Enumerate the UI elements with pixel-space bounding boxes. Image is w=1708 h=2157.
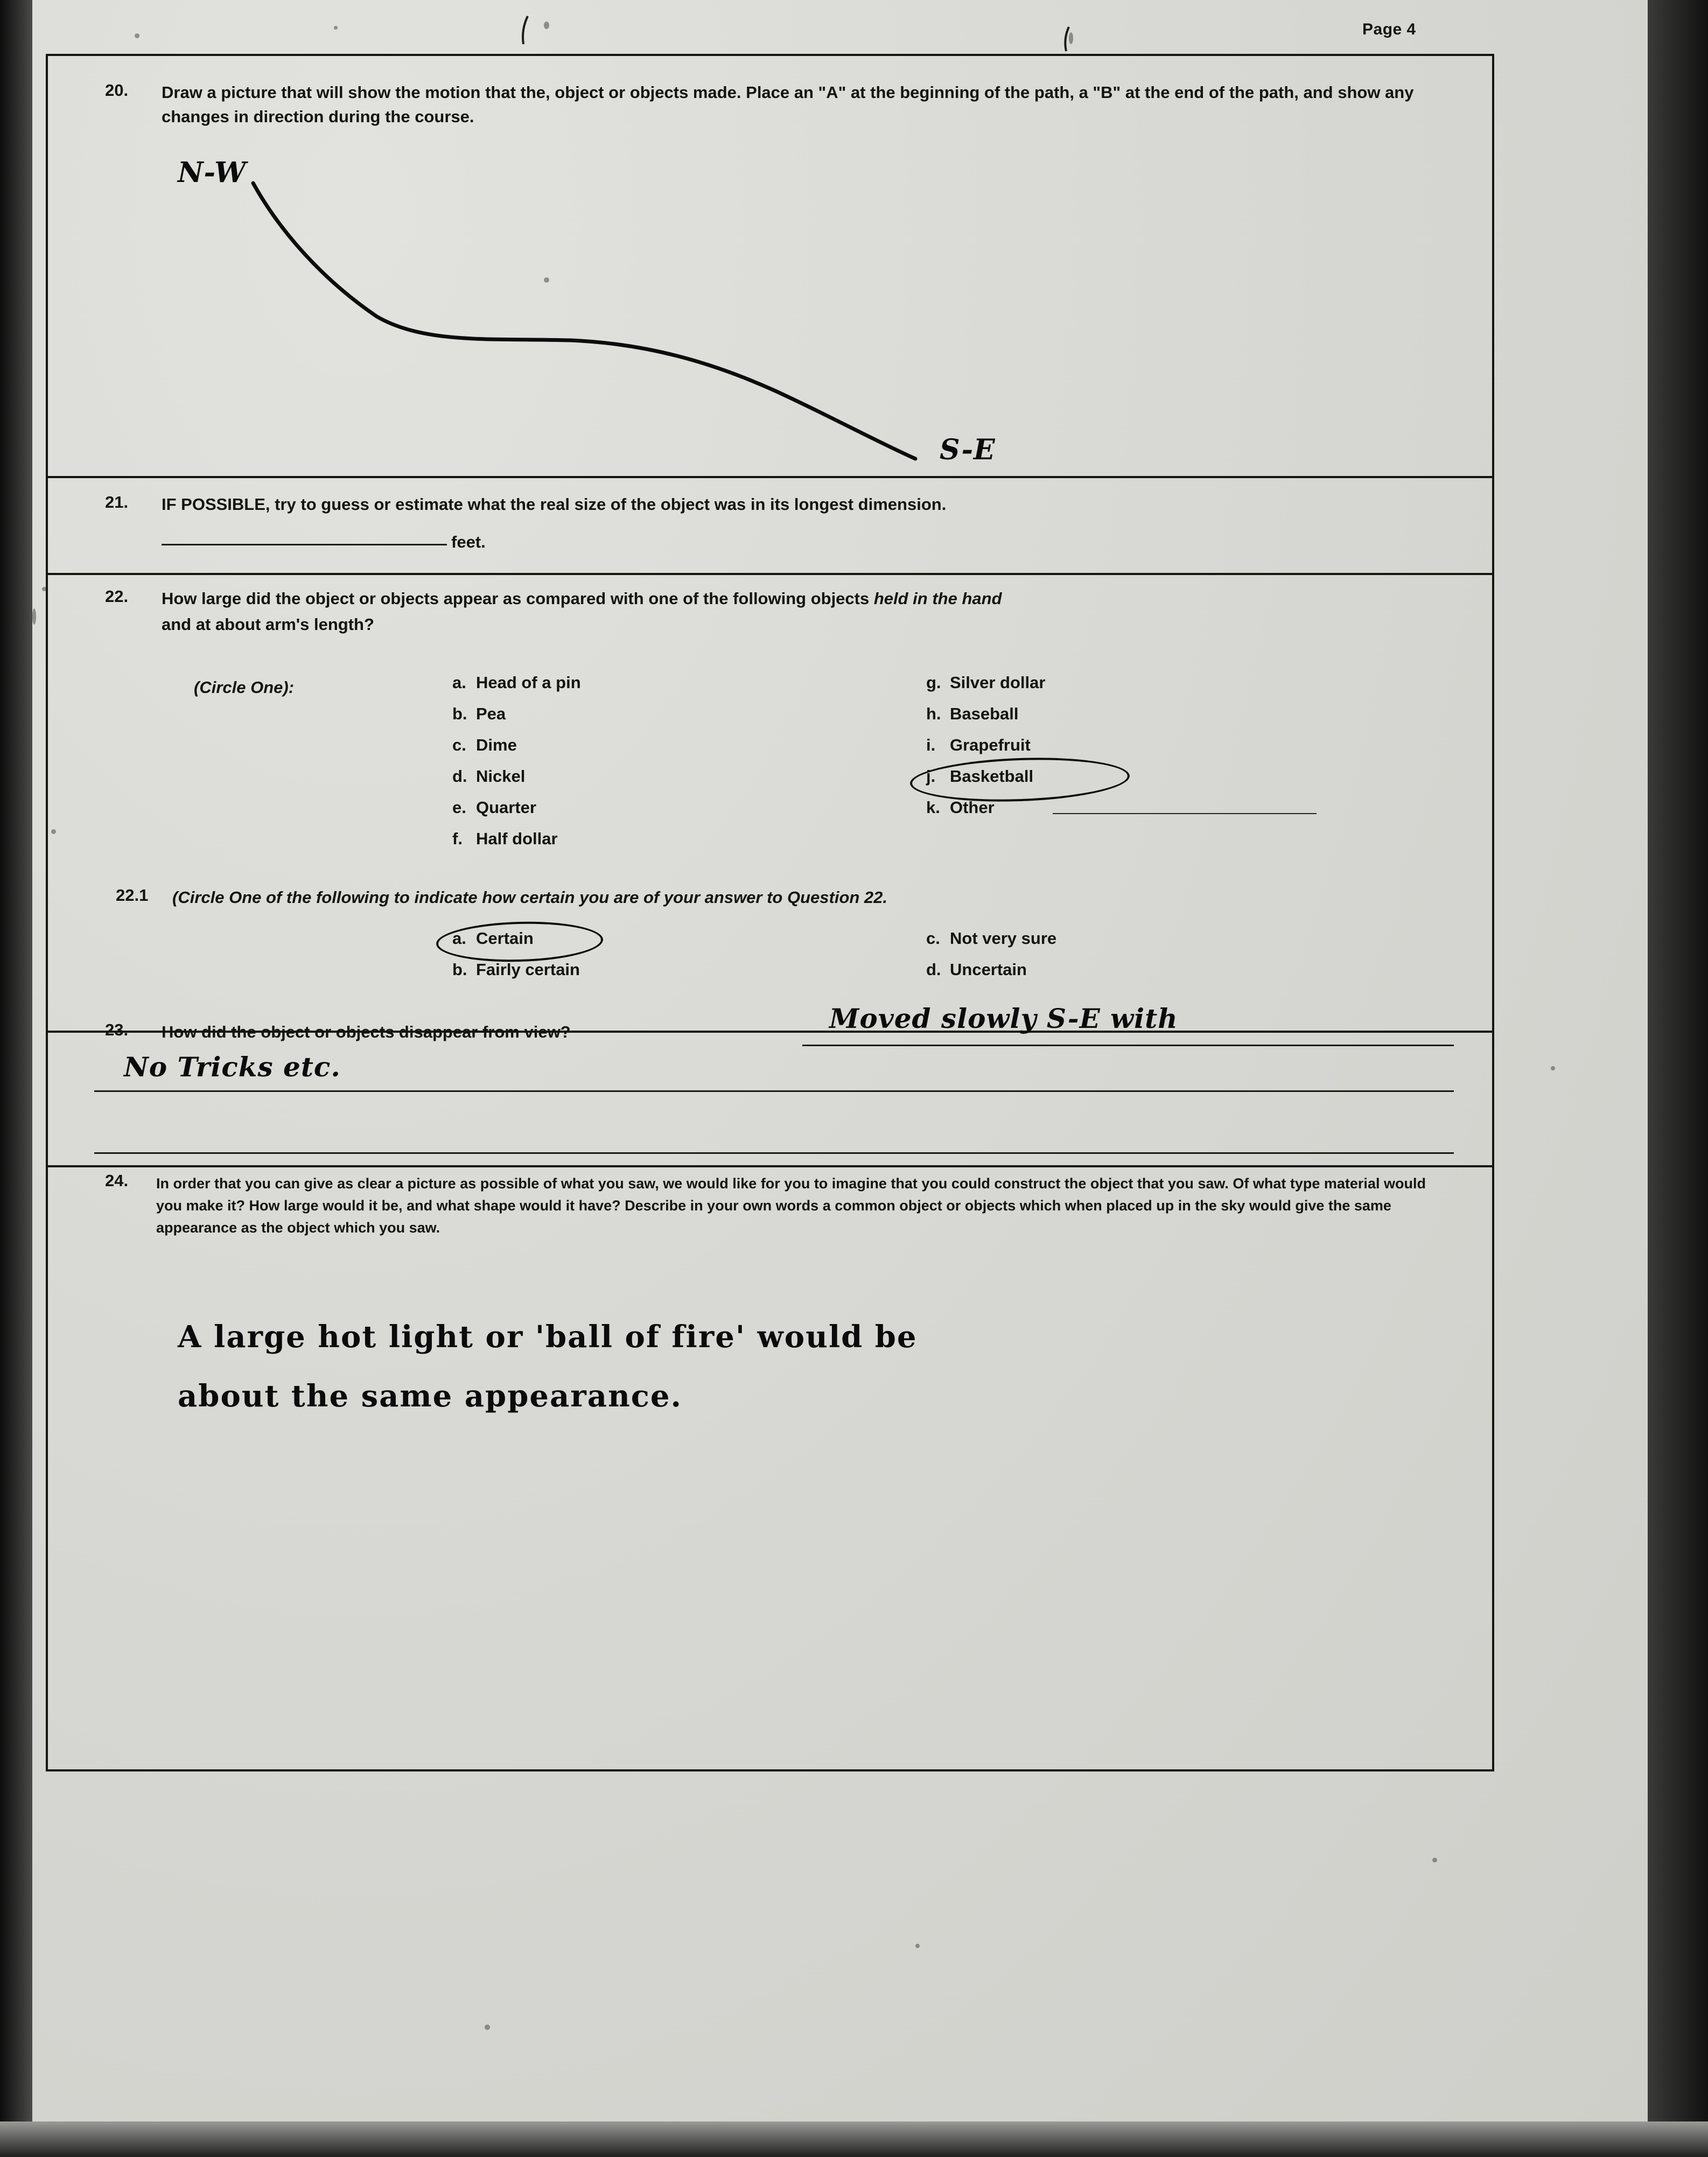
- q22-option-d[interactable]: [452, 767, 525, 786]
- scan-speck: [485, 2025, 490, 2030]
- scan-speck: [915, 1944, 920, 1948]
- q22-option-c-label: Dime: [476, 736, 517, 754]
- scan-right-shadow: [1648, 0, 1708, 2157]
- q22-text-part1: How large did the object or objects appear as compared with one of the following objects: [162, 589, 874, 608]
- q22-text-part2: and at about arm's length?: [162, 615, 374, 634]
- q22-option-i[interactable]: [926, 736, 1031, 755]
- q22-number: 22.: [105, 587, 129, 606]
- scan-speck: [1432, 1858, 1437, 1862]
- scan-speck: [334, 26, 338, 30]
- scan-speck: [32, 608, 36, 625]
- scan-bottom-shadow: [0, 2121, 1708, 2157]
- q22-option-a-label: Head of a pin: [476, 673, 581, 692]
- q22-option-b[interactable]: [452, 704, 506, 724]
- q22-1-option-b-letter: b.: [452, 960, 467, 979]
- q23-answer-line-1[interactable]: [802, 1045, 1454, 1046]
- q22-option-k-label: Other: [950, 798, 995, 817]
- q20-number: 20.: [105, 81, 129, 100]
- q22-option-f-letter: f.: [452, 829, 463, 848]
- q20-text: Draw a picture that will show the motion that the, object or objects made. Place an "A" at the beginning of the path, a "B" at the end of the path, and show any changes in direction during the course.: [162, 83, 1414, 126]
- q22-option-a[interactable]: [452, 673, 581, 692]
- page-label: Page 4: [1362, 20, 1416, 38]
- q23-number: 23.: [105, 1020, 129, 1039]
- q22-option-e[interactable]: [452, 798, 536, 817]
- q23-answer-line-2[interactable]: [94, 1090, 1454, 1092]
- q21-answer-line[interactable]: [162, 544, 447, 545]
- q22-option-h-letter: h.: [926, 704, 941, 723]
- q24-handwritten-line-2: about the same appearance.: [178, 1378, 683, 1414]
- q22-option-j-label: Basketball: [950, 767, 1034, 786]
- q22-option-h-label: Baseball: [950, 704, 1019, 723]
- q22-option-b-label: Pea: [476, 704, 506, 723]
- q22-option-k-other-line[interactable]: [1053, 813, 1317, 814]
- q22-text-emphasis: held in the hand: [873, 589, 1002, 608]
- q24-number: 24.: [105, 1171, 129, 1190]
- q24-text: In order that you can give as clear a picture as possible of what you saw, we would like for you to imagine that you could construct the object that you saw. Of what type material would you make it? How large would it be, and what shape would it have? Describe in your own words a common object or objects which when placed up in the sky would give the same appearance as the object which you saw.: [156, 1175, 1426, 1236]
- q23-handwritten-line-1: Moved slowly S-E with: [829, 1003, 1178, 1034]
- q22-1-option-c[interactable]: [926, 929, 1056, 948]
- q22-1-option-b-label: Fairly certain: [476, 960, 580, 979]
- q20-handwritten-end-label: S-E: [940, 433, 996, 466]
- scan-speck: [1551, 1066, 1555, 1070]
- q21-number: 21.: [105, 493, 129, 512]
- q22-option-g-label: Silver dollar: [950, 673, 1046, 692]
- scan-speck: [135, 33, 139, 38]
- q22-option-j-letter: j.: [926, 767, 936, 786]
- q22-option-i-label: Grapefruit: [950, 736, 1031, 754]
- q22-option-g-letter: g.: [926, 673, 941, 692]
- q23-answer-line-3[interactable]: [94, 1152, 1454, 1154]
- q22-option-b-letter: b.: [452, 704, 467, 723]
- divider-q21-q22: [48, 573, 1492, 575]
- scan-speck: [544, 22, 549, 29]
- q22-option-e-label: Quarter: [476, 798, 536, 817]
- q21-text: IF POSSIBLE, try to guess or estimate what the real size of the object was in its longest dimension.: [162, 495, 947, 514]
- q22-1-option-a-label: Certain: [476, 929, 534, 948]
- q22-option-c[interactable]: [452, 736, 517, 755]
- q22-text: [162, 587, 1432, 611]
- q21-unit-label: feet.: [451, 533, 486, 551]
- q22-option-a-letter: a.: [452, 673, 466, 692]
- q22-1-option-d-letter: d.: [926, 960, 941, 979]
- q22-1-text: (Circle One of the following to indicate how certain you are of your answer to Question 22.: [172, 888, 888, 907]
- q24-handwritten-line-1: A large hot light or 'ball of fire' would be: [178, 1319, 918, 1355]
- q22-1-option-d[interactable]: [926, 960, 1027, 979]
- q22-option-i-letter: i.: [926, 736, 936, 754]
- q22-1-option-c-letter: c.: [926, 929, 940, 948]
- scan-speck: [1069, 32, 1073, 44]
- q22-option-e-letter: e.: [452, 798, 466, 817]
- q22-1-option-a-letter: a.: [452, 929, 466, 948]
- q22-option-g[interactable]: [926, 673, 1045, 692]
- q23-handwritten-line-2: No Tricks etc.: [124, 1051, 341, 1083]
- q22-option-h[interactable]: [926, 704, 1019, 724]
- q22-1-option-b[interactable]: [452, 960, 580, 979]
- q22-option-k-letter: k.: [926, 798, 940, 817]
- q20-handwritten-start-label: N-W: [178, 156, 247, 189]
- scan-left-shadow: [0, 0, 32, 2157]
- q22-option-f-label: Half dollar: [476, 829, 558, 848]
- q22-option-d-label: Nickel: [476, 767, 526, 786]
- divider-q23-q24: [48, 1165, 1492, 1167]
- q22-1-number: 22.1: [116, 886, 149, 905]
- form-border: [46, 54, 1494, 1771]
- q22-option-d-letter: d.: [452, 767, 467, 786]
- q23-text: How did the object or objects disappear from view?: [162, 1023, 571, 1041]
- divider-q20-q21: [48, 476, 1492, 478]
- q22-option-f[interactable]: [452, 829, 558, 849]
- q22-circle-one-instruction: (Circle One):: [194, 678, 295, 697]
- q22-1-option-c-label: Not very sure: [950, 929, 1057, 948]
- q22-option-c-letter: c.: [452, 736, 466, 754]
- q22-1-option-d-label: Uncertain: [950, 960, 1027, 979]
